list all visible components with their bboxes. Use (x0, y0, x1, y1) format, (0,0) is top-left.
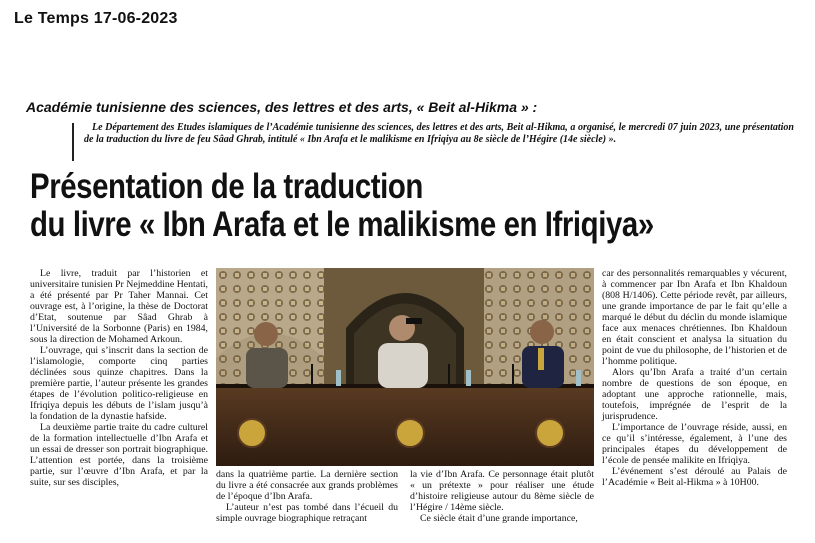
paragraph: L’ouvrage, qui s’inscrit dans la section de l’islamologie, comporte cinq parties déclinées sous quinze chapitres. Dans la première partie, l’auteur présente les grandes étapes de l’évolution politico-religieuse en Ifriqiya depuis les débuts de l’islam jusqu’à la fondation de la dynastie hafside. (30, 345, 208, 422)
event-photo-illustration (216, 268, 594, 466)
paragraph: L’événement s’est déroulé au Palais de l’Académie « Beit al-Hikma » à 10H00. (602, 466, 787, 488)
paragraph: Le livre, traduit par l’historien et universitaire tunisien Pr Nejmeddine Hentati, a été présenté par Pr Taher Mannai. Cet ouvrage est, à l’origine, la thèse de Doctorat d’Etat, soutenue par Sâad Ghrab à l’Université de la Sorbonne (Paris) en 1984, sous la direction de Mohamed Arkoun. (30, 268, 208, 345)
headline-line-1: Présentation de la traduction (30, 167, 423, 206)
article-column-1 (30, 268, 208, 488)
article-lead: Le Département des Etudes islamiques de l’Académie tunisienne des sciences, des lettres et des arts, Beit al-Hikma, a organisé, le mercredi 07 juin 2023, une présentation de la traduction du livre de feu Sâad Ghrab, intitulé « Ibn Arafa et le malikisme en Ifriqiya au 8e siècle de l’Hégire (14e siècle) ». (84, 122, 794, 145)
paragraph: L’importance de l’ouvrage réside, aussi, en ce qu’il s’intéresse, également, à l’une des principales étapes du développement de l’école de pensée malikite en Ifriqiya. (602, 422, 787, 466)
paragraph: Ce siècle était d’une grande importance, (420, 513, 578, 524)
headline-line-2: du livre « Ibn Arafa et le malikisme en Ifriqiya» (30, 205, 654, 244)
article-column-3 (410, 469, 594, 524)
paragraph: La deuxième partie traite du cadre culturel de la formation intellectuelle d’Ibn Arafa et un essai de dresser son portrait biographique. L’attention est portée, dans la troisième partie, sur l’œuvre d’Ibn Arafa, et par la suite, sur ses disciples, (30, 422, 208, 488)
paragraph: la vie d’Ibn Arafa. Ce personnage était plutôt « un prétexte » pour réaliser une étude d’histoire religieuse autour du 8ème siècle de l’Hégire / 14ème siècle. (410, 469, 594, 513)
article-column-2 (216, 469, 398, 524)
paragraph: L’auteur n’est pas tombé dans l’écueil du simple ouvrage biographique retraçant (216, 502, 398, 524)
paragraph: dans la quatrième partie. La dernière section du livre a été consacrée aux grands problèmes de l’époque d’Ibn Arafa. (216, 469, 398, 502)
article-column-4 (602, 268, 787, 488)
paragraph: car des personnalités remarquables y vécurent, à commencer par Ibn Arafa et Ibn Khaldoun (808 H/1406). Cette période revêt, par ailleurs, une grande importance de par le fait qu’elle a marqué le début du déclin du monde islamique face aux menaces chrétiennes. Ibn Khaldoun en était conscient et analysa la situation du point de vue du philosophe, de l’historien et de l’homme politique. (602, 268, 787, 367)
newspaper-source-date: Le Temps 17-06-2023 (14, 10, 178, 27)
event-photo (216, 268, 594, 466)
article-headline (30, 168, 668, 244)
lead-rule (72, 123, 74, 161)
article-kicker: Académie tunisienne des sciences, des lettres et des arts, « Beit al-Hikma » : (26, 99, 538, 115)
paragraph: Alors qu’Ibn Arafa a traité d’un certain nombre de questions de son époque, en adoptant une approche rationnelle, mais, toutefois, imprégnée de l’esprit de la jurisprudence. (602, 367, 787, 422)
